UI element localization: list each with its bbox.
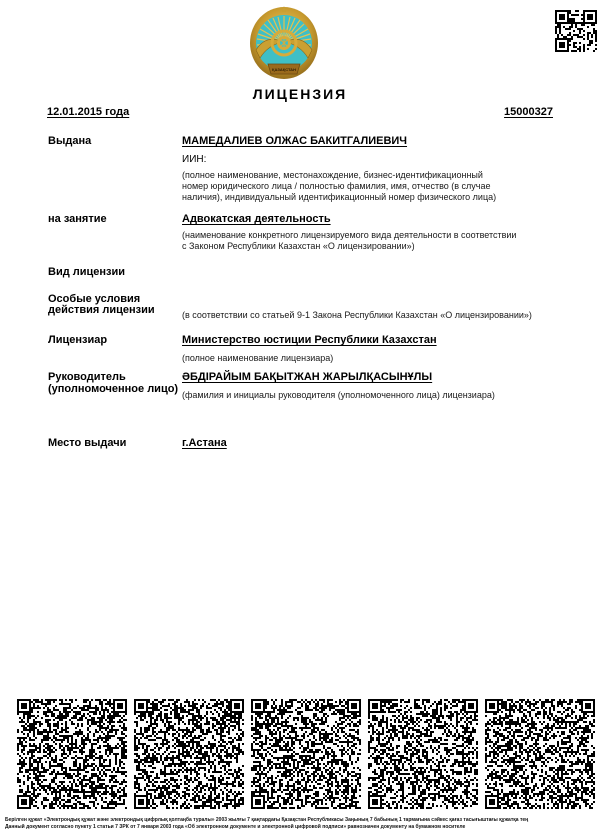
signature-barcode-block [251, 699, 361, 809]
issue-place-value: г.Астана [182, 437, 227, 449]
footer-line-kazakh: Берілген құжат «Электрондық құжат және электрондық цифрлық қолтаңба туралы» 2003 жылғы 7 қаңтардағы Қазақстан Республикасы Заңының 7 бабының 1 тармағына сәйкес қағаз тасығыштағы құжатқа тең [5, 817, 529, 823]
issued-label: Выдана [48, 135, 92, 147]
head-value: ӘБДІРАЙЫМ БАҚЫТЖАН ЖАРЫЛҚАСЫНҰЛЫ [182, 371, 433, 383]
issued-hint: (полное наименование, местонахождение, бизнес-идентификационный номер юридического лица / полностью фамилия, имя, отчество (в случае наличия), индивидуальный идентификационный номер физического лица) [182, 170, 497, 202]
licensor-label: Лицензиар [48, 334, 108, 346]
issue-place-label: Место выдачи [48, 437, 127, 449]
issue-date: 12.01.2015 года [47, 106, 130, 118]
activity-label: на занятие [48, 213, 107, 225]
document-title: ЛИЦЕНЗИЯ [252, 86, 348, 102]
licensor-hint: (полное наименование лицензиара) [182, 353, 334, 363]
activity-value: Адвокатская деятельность [182, 213, 331, 225]
signature-barcode-block [485, 699, 595, 809]
issued-value: МАМЕДАЛИЕВ ОЛЖАС БАКИТГАЛИЕВИЧ [182, 135, 408, 147]
signature-barcode-block [368, 699, 478, 809]
legal-footer [5, 817, 528, 830]
head-label-line2: (уполномоченное лицо) [48, 382, 179, 395]
iin-label: ИИН: [182, 154, 207, 165]
head-hint: (фамилия и инициалы руководителя (уполномоченного лица) лицензиара) [182, 390, 495, 400]
signature-barcode-block [17, 699, 127, 809]
signature-barcode-strip [17, 699, 595, 809]
emblem-banner-text: ҚАЗАҚСТАН [272, 67, 296, 72]
special-conditions-label-line2: действия лицензии [48, 304, 155, 316]
signature-barcode-block [134, 699, 244, 809]
special-conditions-hint: (в соответствии со статьей 9-1 Закона Республики Казахстан «О лицензировании») [182, 310, 532, 320]
license-type-label: Вид лицензии [48, 266, 126, 278]
head-label-line1: Руководитель [48, 371, 126, 383]
special-conditions-label-line1: Особые условия [48, 293, 141, 305]
license-number: 15000327 [504, 106, 553, 118]
kazakhstan-emblem-icon [248, 4, 320, 82]
activity-hint: (наименование конкретного лицензируемого вида деятельности в соответствии с Законом Республики Казахстан «О лицензировании») [182, 230, 517, 251]
licensor-value: Министерство юстиции Республики Казахстан [182, 334, 437, 346]
qr-code [555, 10, 598, 53]
footer-line-russian: Данный документ согласно пункту 1 статьи 7 ЗРК от 7 января 2003 года «Об электронном документе и электронной цифровой подписи» равнозначен документу на бумажном носителе [5, 823, 466, 830]
